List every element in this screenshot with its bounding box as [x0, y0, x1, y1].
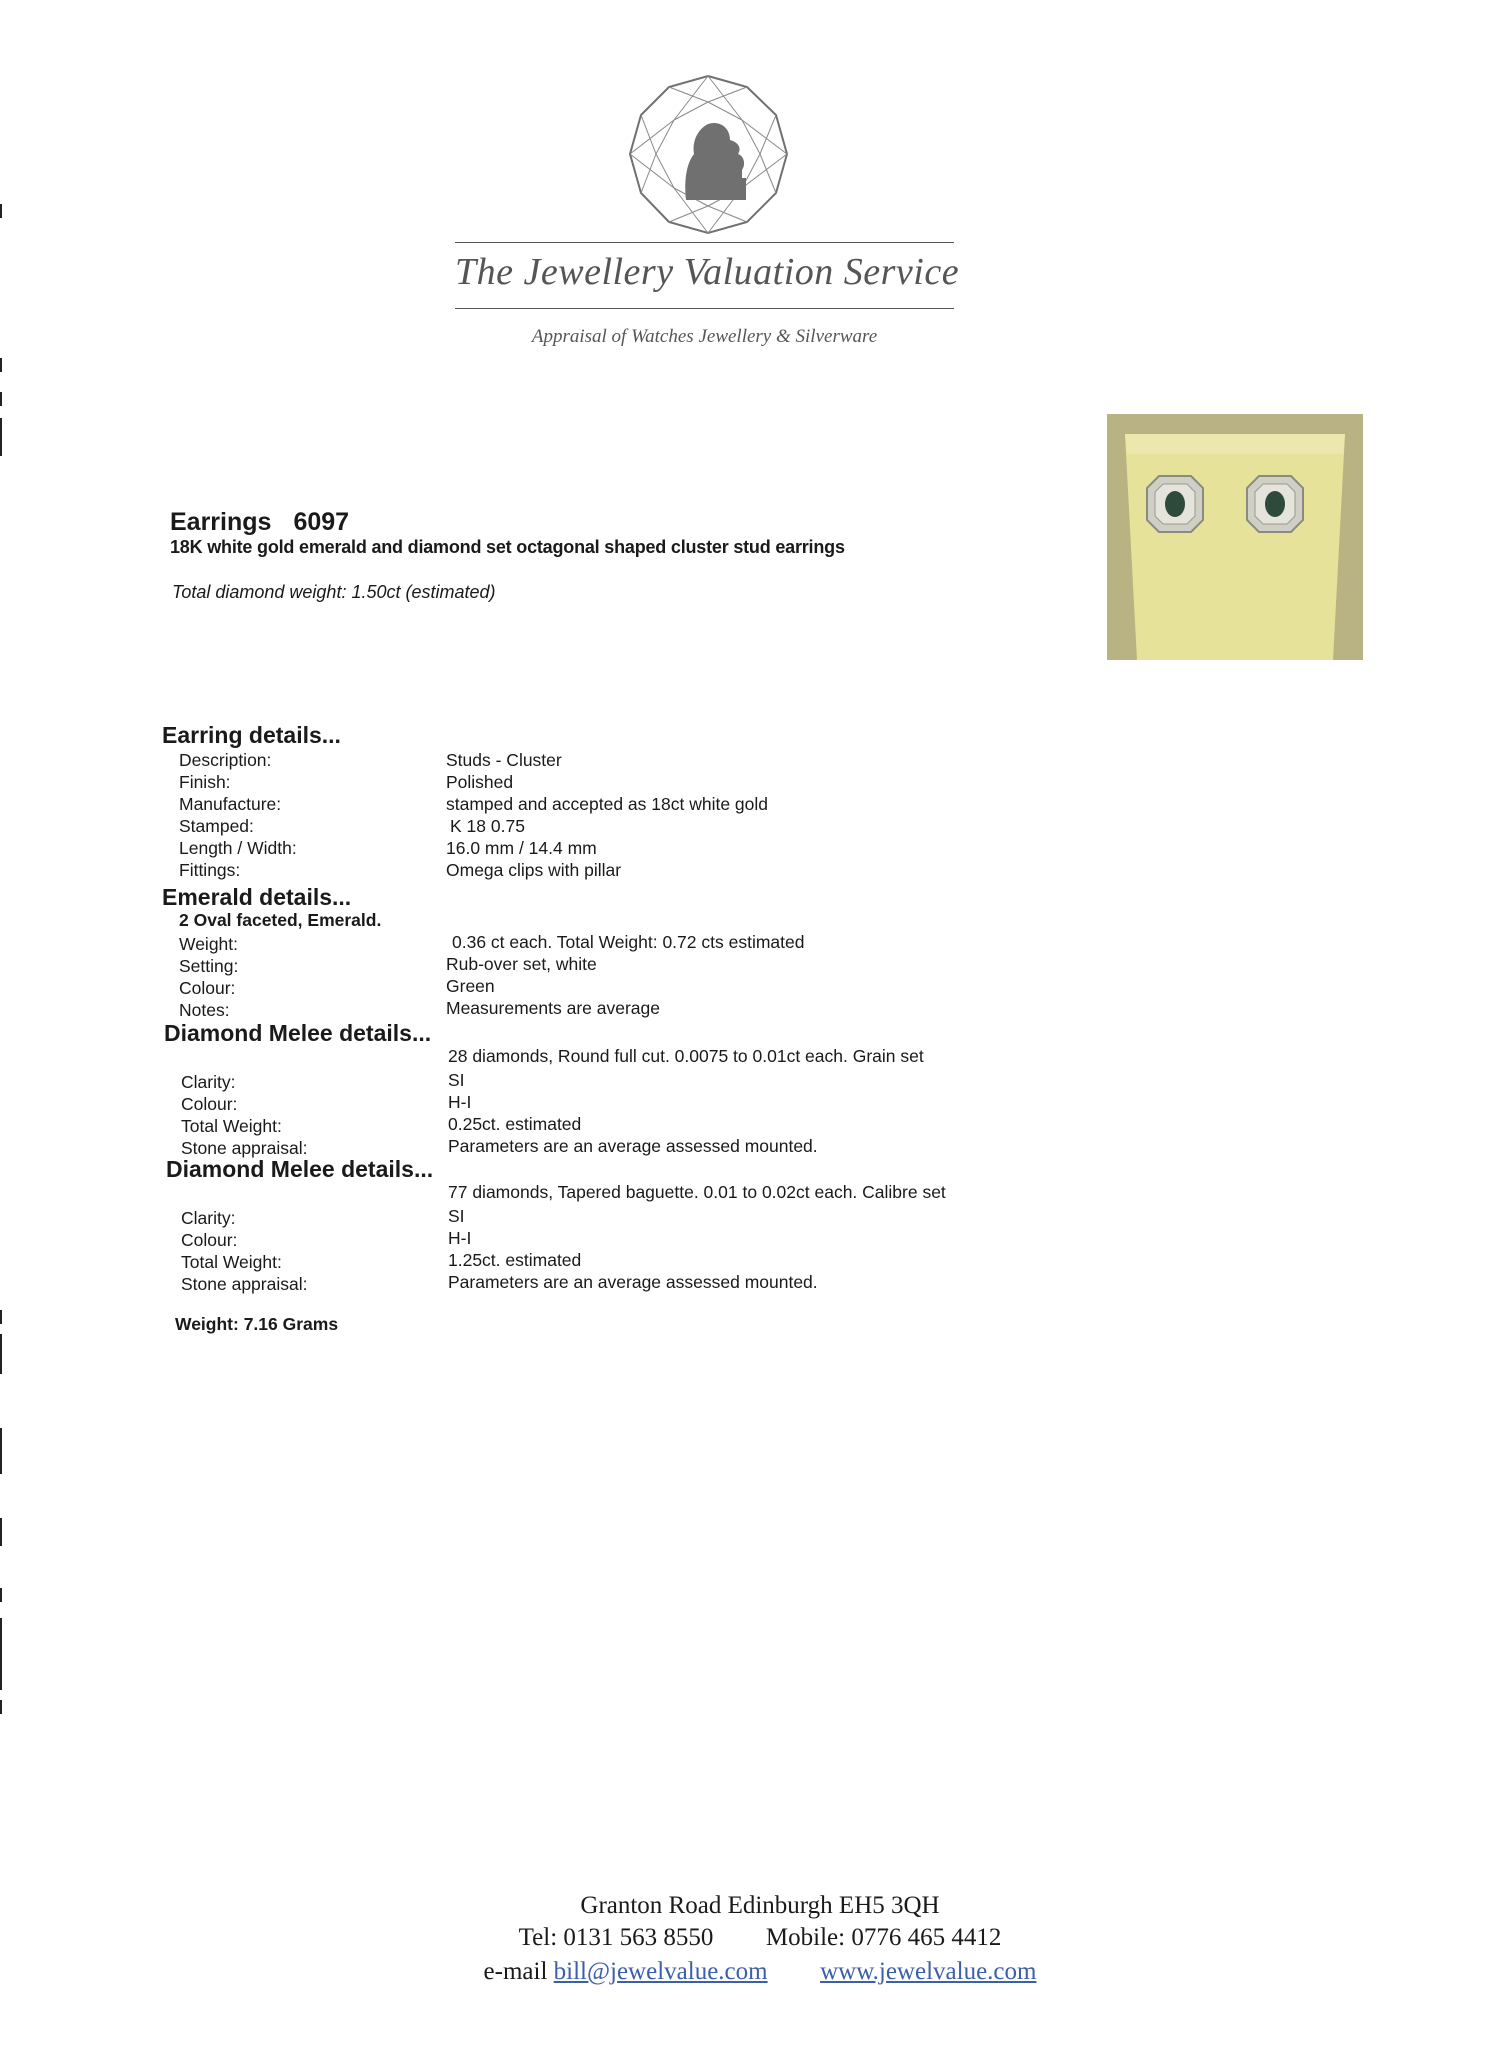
emerald-details-heading: Emerald details...: [162, 884, 352, 910]
company-tagline: Appraisal of Watches Jewellery & Silverware: [531, 326, 878, 347]
detail-value: 1.25ct. estimated: [448, 1250, 582, 1270]
diamond-melee-summary: 77 diamonds, Tapered baguette. 0.01 to 0.02ct each. Calibre set: [448, 1182, 946, 1202]
detail-label: Description:: [179, 750, 272, 770]
item-description: 18K white gold emerald and diamond set octagonal shaped cluster stud earrings: [170, 537, 845, 557]
detail-value: Parameters are an average assessed mounted.: [448, 1272, 818, 1292]
detail-label: Stone appraisal:: [181, 1138, 308, 1158]
detail-label: Clarity:: [181, 1072, 236, 1092]
detail-label: Setting:: [179, 956, 239, 976]
detail-label: Length / Width:: [179, 838, 297, 858]
detail-label: Notes:: [179, 1000, 230, 1020]
footer-contact: [400, 1958, 1120, 1986]
detail-value: K 18 0.75: [450, 816, 525, 836]
detail-value: SI: [448, 1206, 465, 1226]
detail-label: Finish:: [179, 772, 231, 792]
scan-mark: [0, 1518, 2, 1546]
footer-phones: [400, 1924, 1120, 1952]
detail-value: stamped and accepted as 18ct white gold: [446, 794, 769, 814]
detail-value: 16.0 mm / 14.4 mm: [446, 838, 597, 858]
scan-mark: [0, 1334, 2, 1374]
diamond-melee-heading: Diamond Melee details...: [166, 1156, 434, 1182]
detail-label: Stone appraisal:: [181, 1274, 308, 1294]
detail-label: Colour:: [181, 1230, 238, 1250]
header-rule-top: [455, 242, 954, 243]
scan-mark: [0, 358, 2, 372]
earring-details-heading: Earring details...: [162, 722, 341, 748]
detail-value: Omega clips with pillar: [446, 860, 622, 880]
detail-value: Green: [446, 976, 495, 996]
footer-website-link[interactable]: www.jewelvalue.com: [820, 1958, 1037, 1985]
detail-label: Manufacture:: [179, 794, 282, 814]
detail-value: 0.36 ct each. Total Weight: 0.72 cts estimated: [452, 932, 805, 952]
detail-value: Polished: [446, 772, 514, 792]
emerald-subtitle: 2 Oval faceted, Emerald.: [179, 910, 382, 930]
footer-address: Granton Road Edinburgh EH5 3QH: [580, 1892, 940, 1919]
scan-mark: [0, 1588, 2, 1602]
scan-mark: [0, 392, 2, 406]
detail-value: H-I: [448, 1228, 472, 1248]
item-number: 6097: [293, 508, 350, 536]
footer-tel: Tel: 0131 563 8550: [518, 1924, 714, 1951]
company-name: The Jewellery Valuation Service: [455, 251, 960, 293]
total-diamond-weight: Total diamond weight: 1.50ct (estimated): [172, 582, 496, 602]
detail-value: H-I: [448, 1092, 472, 1112]
scan-mark: [0, 1618, 2, 1690]
detail-value: Measurements are average: [446, 998, 660, 1018]
detail-value: Studs - Cluster: [446, 750, 562, 770]
scan-mark: [0, 1700, 2, 1714]
company-logo: [626, 72, 790, 236]
footer-email-label: e-mail: [483, 1958, 548, 1985]
detail-value: Parameters are an average assessed mounted.: [448, 1136, 818, 1156]
scan-mark: [0, 1310, 2, 1324]
footer-mobile: Mobile: 0776 465 4412: [765, 1924, 1002, 1951]
detail-label: Total Weight:: [181, 1116, 282, 1136]
item-title: [170, 508, 349, 537]
detail-label: Total Weight:: [181, 1252, 282, 1272]
detail-label: Weight:: [179, 934, 239, 954]
item-weight: Weight: 7.16 Grams: [175, 1314, 339, 1334]
detail-value: SI: [448, 1070, 465, 1090]
diamond-melee-summary: 28 diamonds, Round full cut. 0.0075 to 0.01ct each. Grain set: [448, 1046, 924, 1066]
earrings-photo: [1107, 414, 1363, 660]
detail-label: Clarity:: [181, 1208, 236, 1228]
detail-label: Colour:: [181, 1094, 238, 1114]
detail-label: Stamped:: [179, 816, 254, 836]
scan-mark: [0, 418, 2, 456]
item-type: Earrings: [170, 508, 272, 536]
detail-label: Colour:: [179, 978, 236, 998]
detail-label: Fittings:: [179, 860, 241, 880]
scan-mark: [0, 204, 2, 218]
header-rule-bottom: [455, 308, 954, 309]
detail-value: 0.25ct. estimated: [448, 1114, 582, 1134]
detail-value: Rub-over set, white: [446, 954, 597, 974]
scan-mark: [0, 1428, 2, 1474]
diamond-melee-heading: Diamond Melee details...: [164, 1020, 432, 1046]
footer-email-link[interactable]: bill@jewelvalue.com: [553, 1958, 768, 1985]
